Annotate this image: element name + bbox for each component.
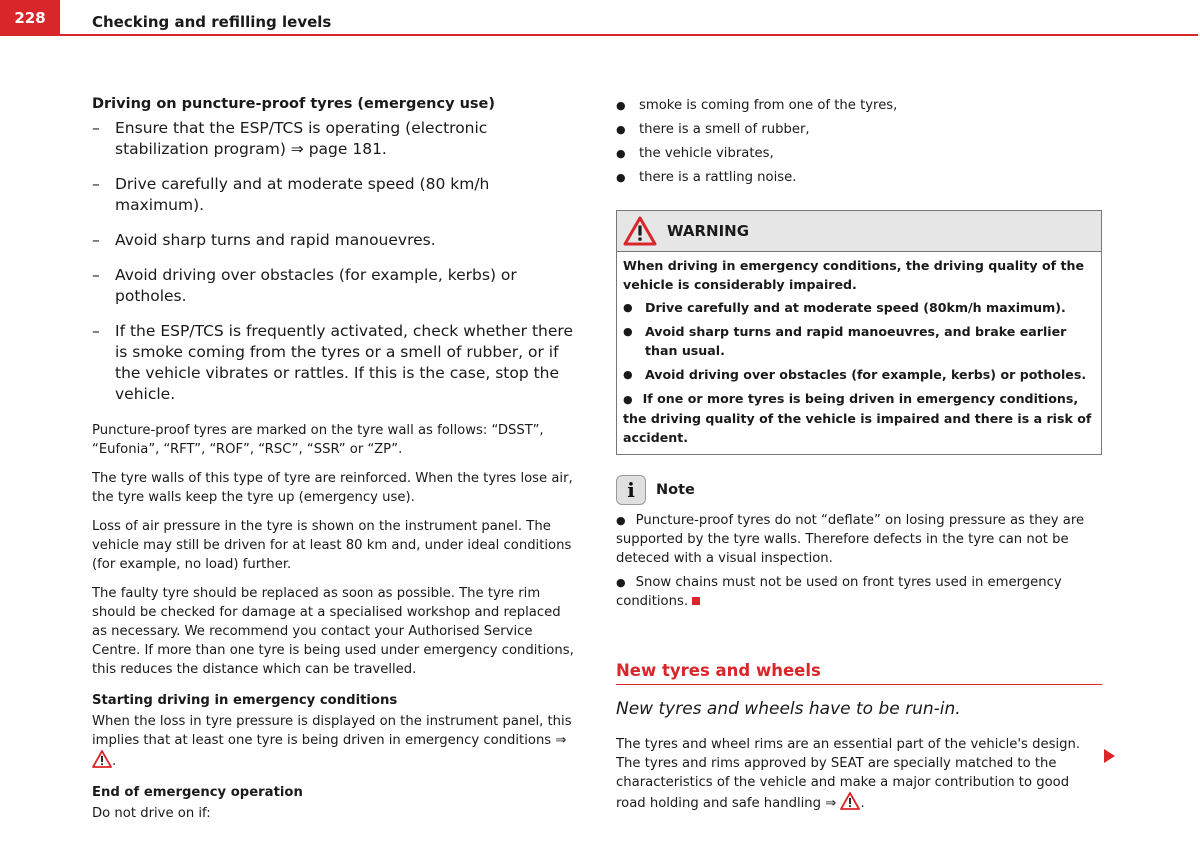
next-page-arrow-icon[interactable] [1104, 749, 1115, 763]
page-header-title: Checking and refilling levels [92, 13, 332, 31]
note-title: Note [656, 482, 695, 498]
warning-triangle-icon [623, 216, 657, 246]
warning-title: WARNING [667, 222, 750, 240]
subheading-puncture-proof: Driving on puncture-proof tyres (emergency use) [92, 96, 495, 112]
note-item [616, 573, 1102, 611]
step-item: – Avoid driving over obstacles (for example, kerbs) or potholes. [92, 265, 576, 307]
condition-item: ● the vehicle vibrates, [616, 144, 1102, 164]
warning-item: ● Avoid driving over obstacles (for example, kerbs) or potholes. [623, 365, 1095, 384]
warning-list [623, 298, 1095, 447]
heading-starting-driving: Starting driving in emergency conditions [92, 693, 398, 708]
end-of-section-icon [692, 597, 700, 605]
starting-text: When the loss in tyre pressure is displayed on the instrument panel, this implies that at least one tyre is being driven in emergency conditions ⇒ [92, 714, 572, 748]
header-rule [60, 34, 1198, 36]
conditions-list [616, 96, 1102, 188]
left-column [92, 96, 576, 833]
paragraph-markings: Puncture-proof tyres are marked on the tyre wall as follows: “DSST”, “Eufonia”, “RFT”, “ROF”, “RSC”, “SSR” or “ZP”. [92, 423, 544, 457]
warning-triangle-icon [840, 792, 860, 810]
step-item: – Avoid sharp turns and rapid manouevres. [92, 230, 576, 251]
step-item: – Drive carefully and at moderate speed (80 km/h maximum). [92, 174, 576, 216]
paragraph-replacement: The faulty tyre should be replaced as soon as possible. The tyre rim should be checked for damage at a specialised workshop and replaced as necessary. We recommend you contact your Authorised Service Centre. If more than one tyre is being used under emergency conditions, this reduces the distance which can be travelled. [92, 586, 574, 677]
step-item: – If the ESP/TCS is frequently activated, check whether there is smoke coming from the tyres or a smell of rubber, or if the vehicle vibrates or rattles. If this is the case, stop the vehicle. [92, 321, 576, 405]
warning-box [616, 210, 1102, 455]
page-number: 228 [0, 0, 60, 36]
warning-intro: When driving in emergency conditions, the driving quality of the vehicle is considerably impaired. [623, 258, 1084, 292]
condition-item: ● there is a rattling noise. [616, 168, 1102, 188]
note-list [616, 511, 1102, 611]
note-item [616, 511, 1102, 568]
note-text: Snow chains must not be used on front tyres used in emergency conditions. [616, 575, 1062, 609]
right-column [616, 96, 1102, 823]
warning-triangle-icon [92, 750, 112, 768]
new-tyres-text: The tyres and wheel rims are an essential part of the vehicle's design. The tyres and rims approved by SEAT are specially matched to the characteristics of the vehicle and make a major contribution to good road holding and safe handling ⇒ [616, 737, 1081, 811]
condition-item: ● smoke is coming from one of the tyres, [616, 96, 1102, 116]
warning-item: ● Drive carefully and at moderate speed (80km/h maximum). [623, 298, 1095, 317]
section-heading-new-tyres: New tyres and wheels [616, 661, 1102, 685]
warning-item: ● If one or more tyres is being driven in emergency conditions, the driving quality of the vehicle is impaired and there is a risk of accident. [623, 389, 1095, 447]
warning-body [617, 252, 1101, 454]
warning-item: ● Avoid sharp turns and rapid manoeuvres, and brake earlier than usual. [623, 322, 1095, 360]
paragraph-new-tyres: The tyres and wheel rims are an essential part of the vehicle's design. The tyres and rims approved by SEAT are specially matched to the characteristics of the vehicle and make a major contribution to good road holding and safe handling ⇒ . [616, 737, 1081, 811]
bullet-dot-icon: ● [616, 576, 626, 589]
steps-list [92, 118, 576, 405]
heading-end-emergency: End of emergency operation [92, 785, 303, 800]
paragraph-end-emergency: Do not drive on if: [92, 806, 211, 821]
section-lead: New tyres and wheels have to be run-in. [616, 699, 961, 719]
paragraph-starting-driving: When the loss in tyre pressure is displayed on the instrument panel, this implies that at least one tyre is being driven in emergency conditions ⇒ . [92, 714, 572, 769]
bullet-dot-icon: ● [616, 514, 626, 527]
note-text: Puncture-proof tyres do not “deflate” on losing pressure as they are supported by the tyre walls. Therefore defects in the tyre can not be deteced with a visual inspection. [616, 513, 1085, 566]
paragraph-pressure-loss: Loss of air pressure in the tyre is shown on the instrument panel. The vehicle may still be driven for at least 80 km and, under ideal conditions (for example, no load) further. [92, 519, 572, 572]
step-item: – Ensure that the ESP/TCS is operating (electronic stabilization program) ⇒ page 181. [92, 118, 576, 160]
note-header [616, 475, 1102, 505]
info-icon: i [616, 475, 646, 505]
condition-item: ● there is a smell of rubber, [616, 120, 1102, 140]
warning-header [617, 211, 1101, 252]
paragraph-reinforced: The tyre walls of this type of tyre are reinforced. When the tyres lose air, the tyre walls keep the tyre up (emergency use). [92, 471, 573, 505]
